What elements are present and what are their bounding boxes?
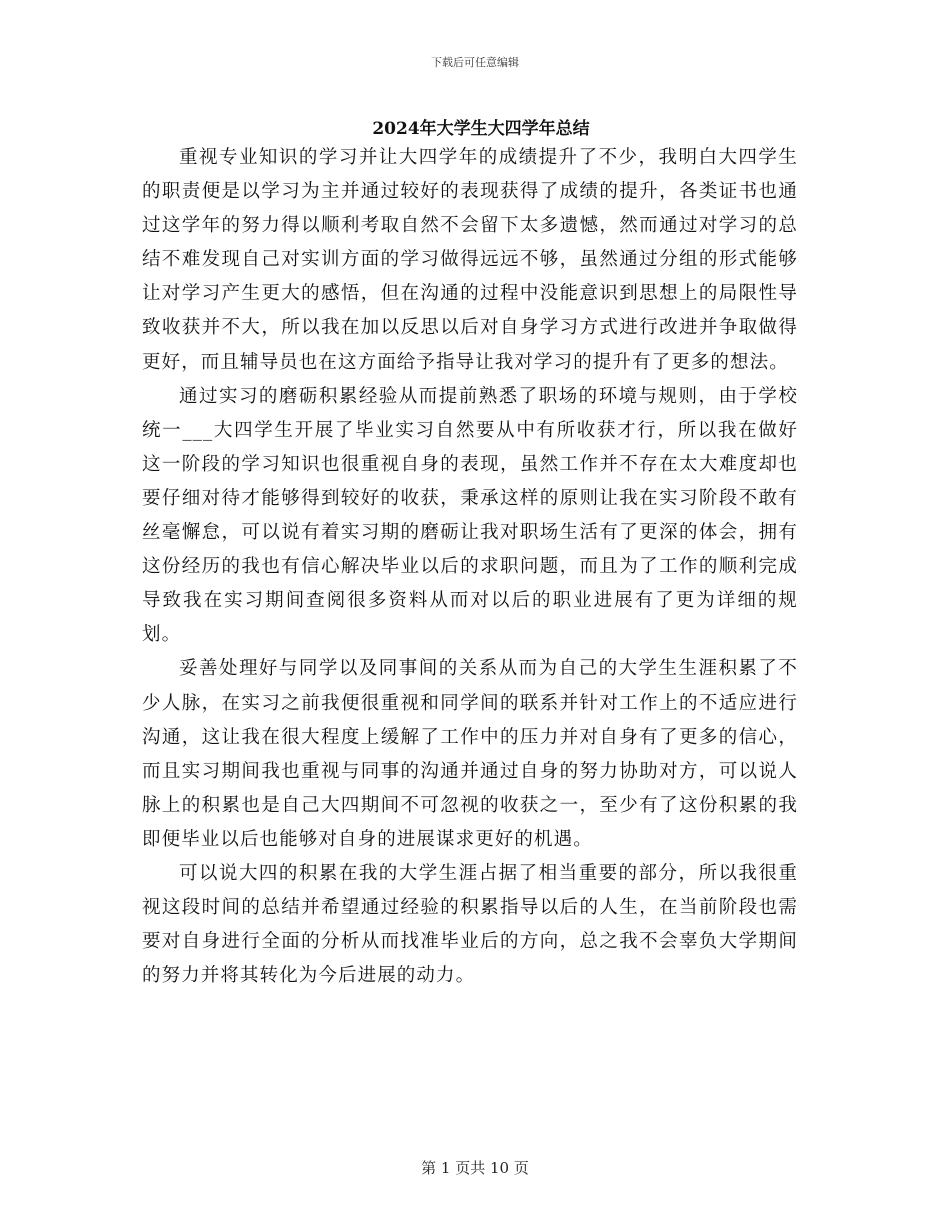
paragraph: 妥善处理好与同学以及同事间的关系从而为自己的大学生生涯积累了不少人脉，在实习之前我便很重视和同学间的联系并针对工作上的不适应进行沟通，这让我在很大程度上缓解了工作中的压力并对自身有了更多的信心，而且实习期间我也重视与同事的沟通并通过自身的努力协助对方，可以说人脉上的积累也是自己大四期间不可忽视的收获之一，至少有了这份积累的我即便毕业以后也能够对自身的进展谋求更好的机遇。 bbox=[142, 658, 798, 850]
document-body bbox=[142, 141, 798, 993]
paragraph: 重视专业知识的学习并让大四学年的成绩提升了不少，我明白大四学生的职责便是以学习为主并通过较好的表现获得了成绩的提升，各类证书也通过这学年的努力得以顺利考取自然不会留下太多遗憾，然而通过对学习的总结不难发现自己对实训方面的学习做得远远不够，虽然通过分组的形式能够让对学习产生更大的感悟，但在沟通的过程中没能意识到思想上的局限性导致收获并不大，所以我在加以反思以后对自身学习方式进行改进并争取做得更好，而且辅导员也在这方面给予指导让我对学习的提升有了更多的想法。 bbox=[142, 147, 798, 373]
paragraph: 可以说大四的积累在我的大学生涯占据了相当重要的部分，所以我很重视这段时间的总结并希望通过经验的积累指导以后的人生，在当前阶段也需要对自身进行全面的分析从而找准毕业后的方向，总之我不会辜负大学期间的努力并将其转化为今后进展的动力。 bbox=[142, 862, 798, 987]
page-number-footer: 第 1 页共 10 页 bbox=[421, 1159, 529, 1177]
paragraph: 通过实习的磨砺积累经验从而提前熟悉了职场的环境与规则，由于学校统一___大四学生开展了毕业实习自然要从中有所收获才行，所以我在做好这一阶段的学习知识也很重视自身的表现，虽然工作并不存在太大难度却也要仔细对待才能够得到较好的收获，秉承这样的原则让我在实习阶段不敢有丝毫懈怠，可以说有着实习期的磨砺让我对职场生活有了更深的体会，拥有这份经历的我也有信心解决毕业以后的求职问题，而且为了工作的顺利完成导致我在实习期间查阅很多资料从而对以后的职业进展有了更为详细的规划。 bbox=[142, 385, 798, 646]
document-title: 2024年大学生大四学年总结 bbox=[372, 119, 590, 139]
header-note: 下载后可任意编辑 bbox=[431, 56, 519, 69]
